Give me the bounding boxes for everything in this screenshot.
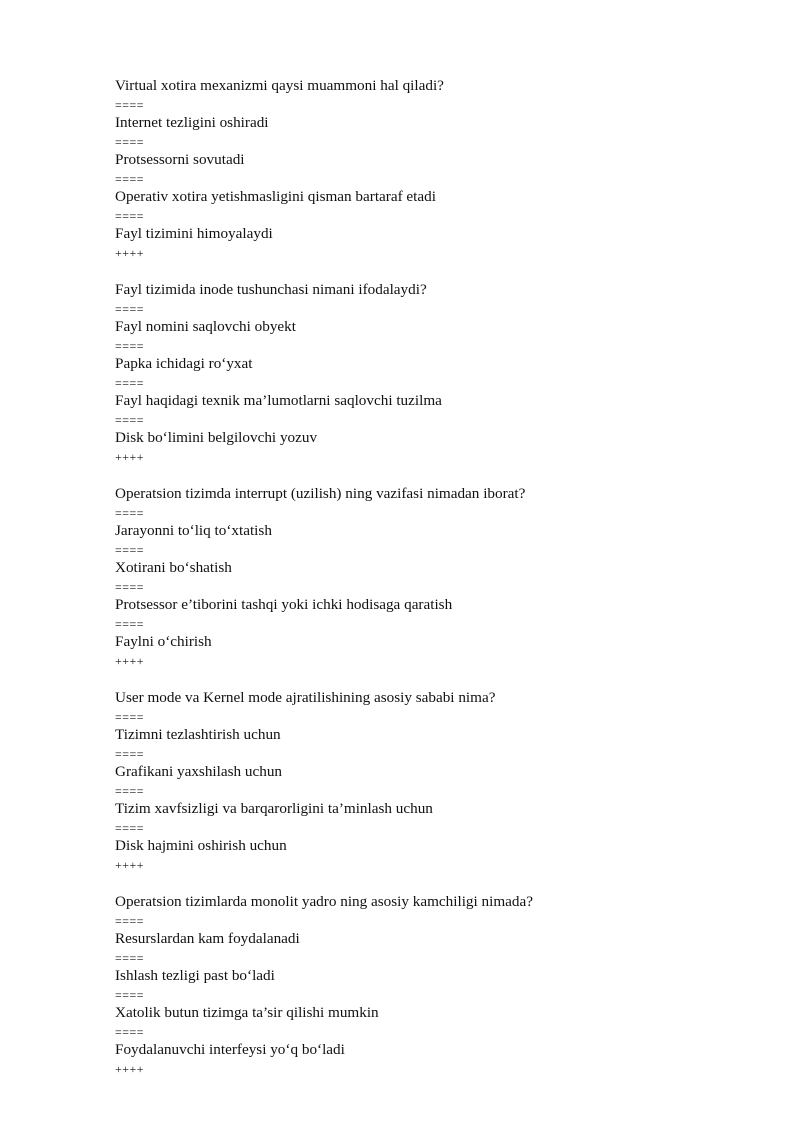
answer-option: Disk bo‘limini belgilovchi yozuv [115, 429, 318, 446]
question-block-5 [115, 893, 755, 1078]
question-block-4 [115, 689, 755, 874]
question-text: Virtual xotira mexanizmi qaysi muammoni hal qiladi? [115, 77, 444, 94]
separator: ==== [115, 820, 145, 835]
answer-option: Foydalanuvchi interfeysi yo‘q bo‘ladi [115, 1041, 345, 1058]
question-text: User mode va Kernel mode ajratilishining asosiy sababi nima? [115, 689, 496, 706]
separator: ==== [115, 783, 145, 798]
separator: ==== [115, 505, 145, 520]
answer-option: Fayl tizimini himoyalaydi [115, 225, 273, 242]
separator: ==== [115, 1024, 145, 1039]
separator: ==== [115, 746, 145, 761]
answer-option: Xotirani bo‘shatish [115, 559, 232, 576]
end-marker: ++++ [115, 857, 145, 872]
answer-option: Fayl haqidagi texnik ma’lumotlarni saqlovchi tuzilma [115, 392, 442, 409]
separator: ==== [115, 375, 145, 390]
separator: ==== [115, 616, 145, 631]
answer-option: Tizimni tezlashtirish uchun [115, 726, 281, 743]
answer-option: Ishlash tezligi past bo‘ladi [115, 967, 275, 984]
answer-option: Protsessor e’tiborini tashqi yoki ichki hodisaga qaratish [115, 596, 453, 613]
answer-option: Xatolik butun tizimga ta’sir qilishi mumkin [115, 1004, 379, 1021]
separator: ==== [115, 913, 145, 928]
answer-option: Faylni o‘chirish [115, 633, 212, 650]
separator: ==== [115, 987, 145, 1002]
answer-option: Resurslardan kam foydalanadi [115, 930, 300, 947]
separator: ==== [115, 97, 145, 112]
separator: ==== [115, 208, 145, 223]
separator: ==== [115, 412, 145, 427]
answer-option: Tizim xavfsizligi va barqarorligini ta’minlash uchun [115, 800, 433, 817]
answer-option: Protsessorni sovutadi [115, 151, 245, 168]
answer-option: Jarayonni to‘liq to‘xtatish [115, 522, 272, 539]
end-marker: ++++ [115, 1061, 145, 1076]
separator: ==== [115, 709, 145, 724]
answer-option: Grafikani yaxshilash uchun [115, 763, 283, 780]
separator: ==== [115, 542, 145, 557]
separator: ==== [115, 579, 145, 594]
answer-option: Internet tezligini oshiradi [115, 114, 269, 131]
answer-option: Disk hajmini oshirish uchun [115, 837, 287, 854]
separator: ==== [115, 134, 145, 149]
question-block-1 [115, 77, 755, 262]
end-marker: ++++ [115, 245, 145, 260]
question-block-2 [115, 281, 755, 466]
separator: ==== [115, 950, 145, 965]
answer-option: Papka ichidagi ro‘yxat [115, 355, 253, 372]
answer-option: Operativ xotira yetishmasligini qisman bartaraf etadi [115, 188, 436, 205]
answer-option: Fayl nomini saqlovchi obyekt [115, 318, 296, 335]
separator: ==== [115, 338, 145, 353]
end-marker: ++++ [115, 449, 145, 464]
question-text: Operatsion tizimda interrupt (uzilish) ning vazifasi nimadan iborat? [115, 485, 526, 502]
question-text: Operatsion tizimlarda monolit yadro ning asosiy kamchiligi nimada? [115, 893, 533, 910]
question-text: Fayl tizimida inode tushunchasi nimani ifodalaydi? [115, 281, 427, 298]
separator: ==== [115, 301, 145, 316]
question-block-3 [115, 485, 755, 670]
end-marker: ++++ [115, 653, 145, 668]
separator: ==== [115, 171, 145, 186]
